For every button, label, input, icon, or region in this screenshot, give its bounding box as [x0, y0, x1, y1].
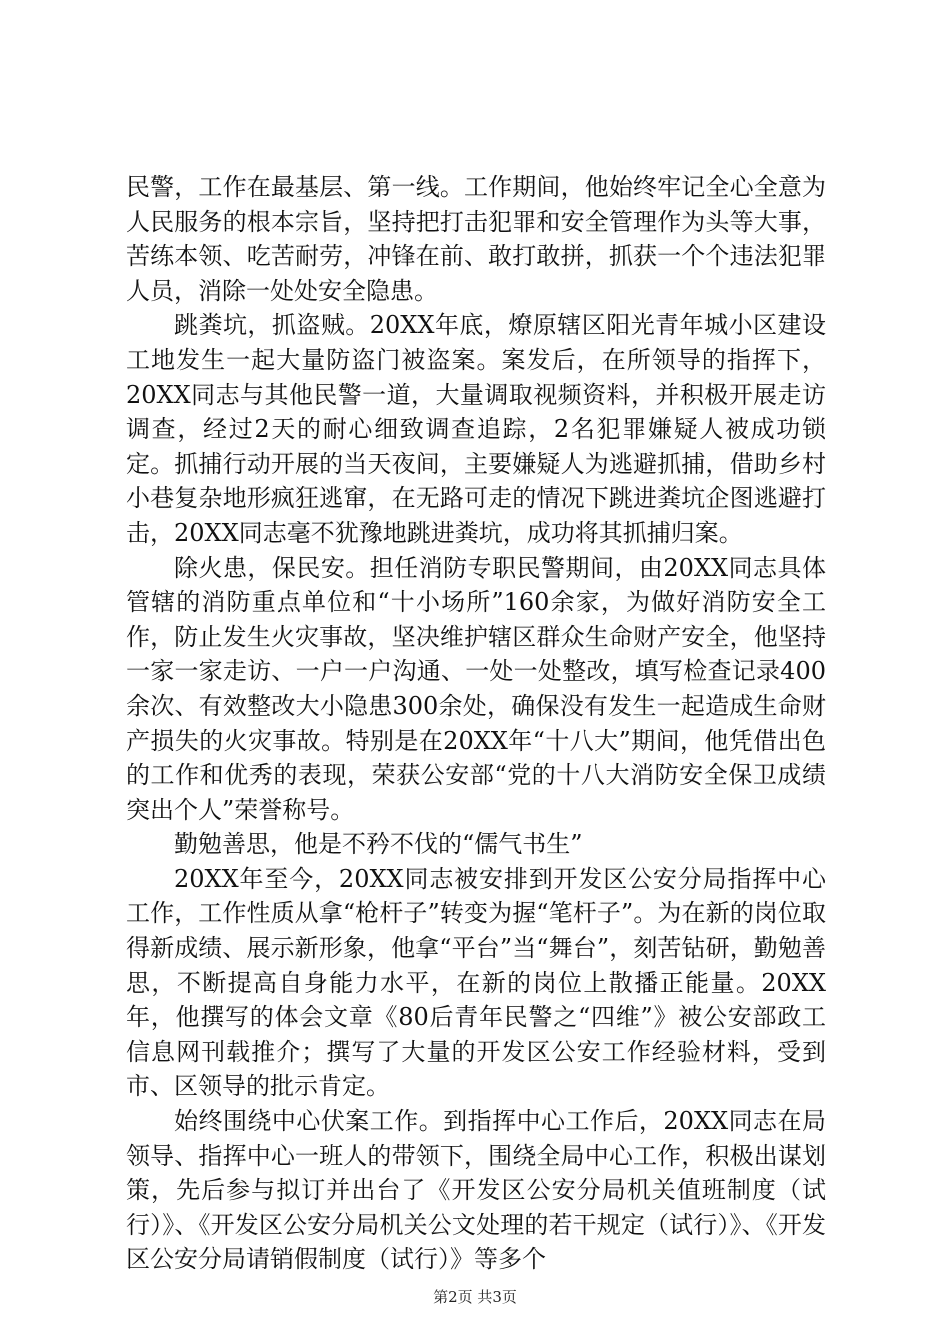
page-footer: 第2页 共3页	[433, 1288, 517, 1306]
paragraph-1: 民警，工作在最基层、第一线。工作期间，他始终牢记全心全意为人民服务的根本宗旨，坚持把打击犯罪和安全管理作为头等大事，苦练本领、吃苦耐劳，冲锋在前、敢打敢拼，抓获一个个违法犯罪人员，消除一处处安全隐患。	[126, 173, 826, 305]
document-body	[126, 170, 826, 1277]
paragraph-3: 除火患，保民安。担任消防专职民警期间，由20XX同志具体管辖的消防重点单位和“十小场所”160余家，为做好消防安全工作，防止发生火灾事故，坚决维护辖区群众生命财产安全，他坚持一家一家走访、一户一户沟通、一处一处整改，填写检查记录400余次、有效整改大小隐患300余处，确保没有发生一起造成生命财产损失的火灾事故。特别是在20XX年“十八大”期间，他凭借出色的工作和优秀的表现，荣获公安部“党的十八大消防安全保卫成绩突出个人”荣誉称号。	[126, 553, 826, 824]
section-heading: 勤勉善思，他是不矜不伐的“儒气书生”	[174, 830, 583, 859]
paragraph-4: 20XX年至今，20XX同志被安排到开发区公安分局指挥中心工作，工作性质从拿“枪杆子”转变为握“笔杆子”。为在新的岗位取得新成绩、展示新形象，他拿“平台”当“舞台”，刻苦钻研，勤勉善思，不断提高自身能力水平，在新的岗位上散播正能量。20XX年，他撰写的体会文章《80后青年民警之“四维”》被公安部政工信息网刊载推介；撰写了大量的开发区公安工作经验材料，受到市、区领导的批示肯定。	[126, 864, 826, 1101]
paragraph-2: 跳粪坑，抓盗贼。20XX年底，燎原辖区阳光青年城小区建设工地发生一起大量防盗门被盗案。案发后，在所领导的指挥下，20XX同志与其他民警一道，大量调取视频资料，并积极开展走访调查，经过2天的耐心细致调查追踪，2名犯罪嫌疑人被成功锁定。抓捕行动开展的当天夜间，主要嫌疑人为逃避抓捕，借助乡村小巷复杂地形疯狂逃窜，在无路可走的情况下跳进粪坑企图逃避打击，20XX同志毫不犹豫地跳进粪坑，成功将其抓捕归案。	[126, 311, 826, 547]
paragraph-5: 始终围绕中心伏案工作。到指挥中心工作后，20XX同志在局领导、指挥中心一班人的带领下，围绕全局中心工作，积极出谋划策，先后参与拟订并出台了《开发区公安分局机关值班制度（试行）》、《开发区公安分局机关公文处理的若干规定（试行）》、《开发区公安分局请销假制度（试行）》等多个	[126, 1107, 826, 1274]
